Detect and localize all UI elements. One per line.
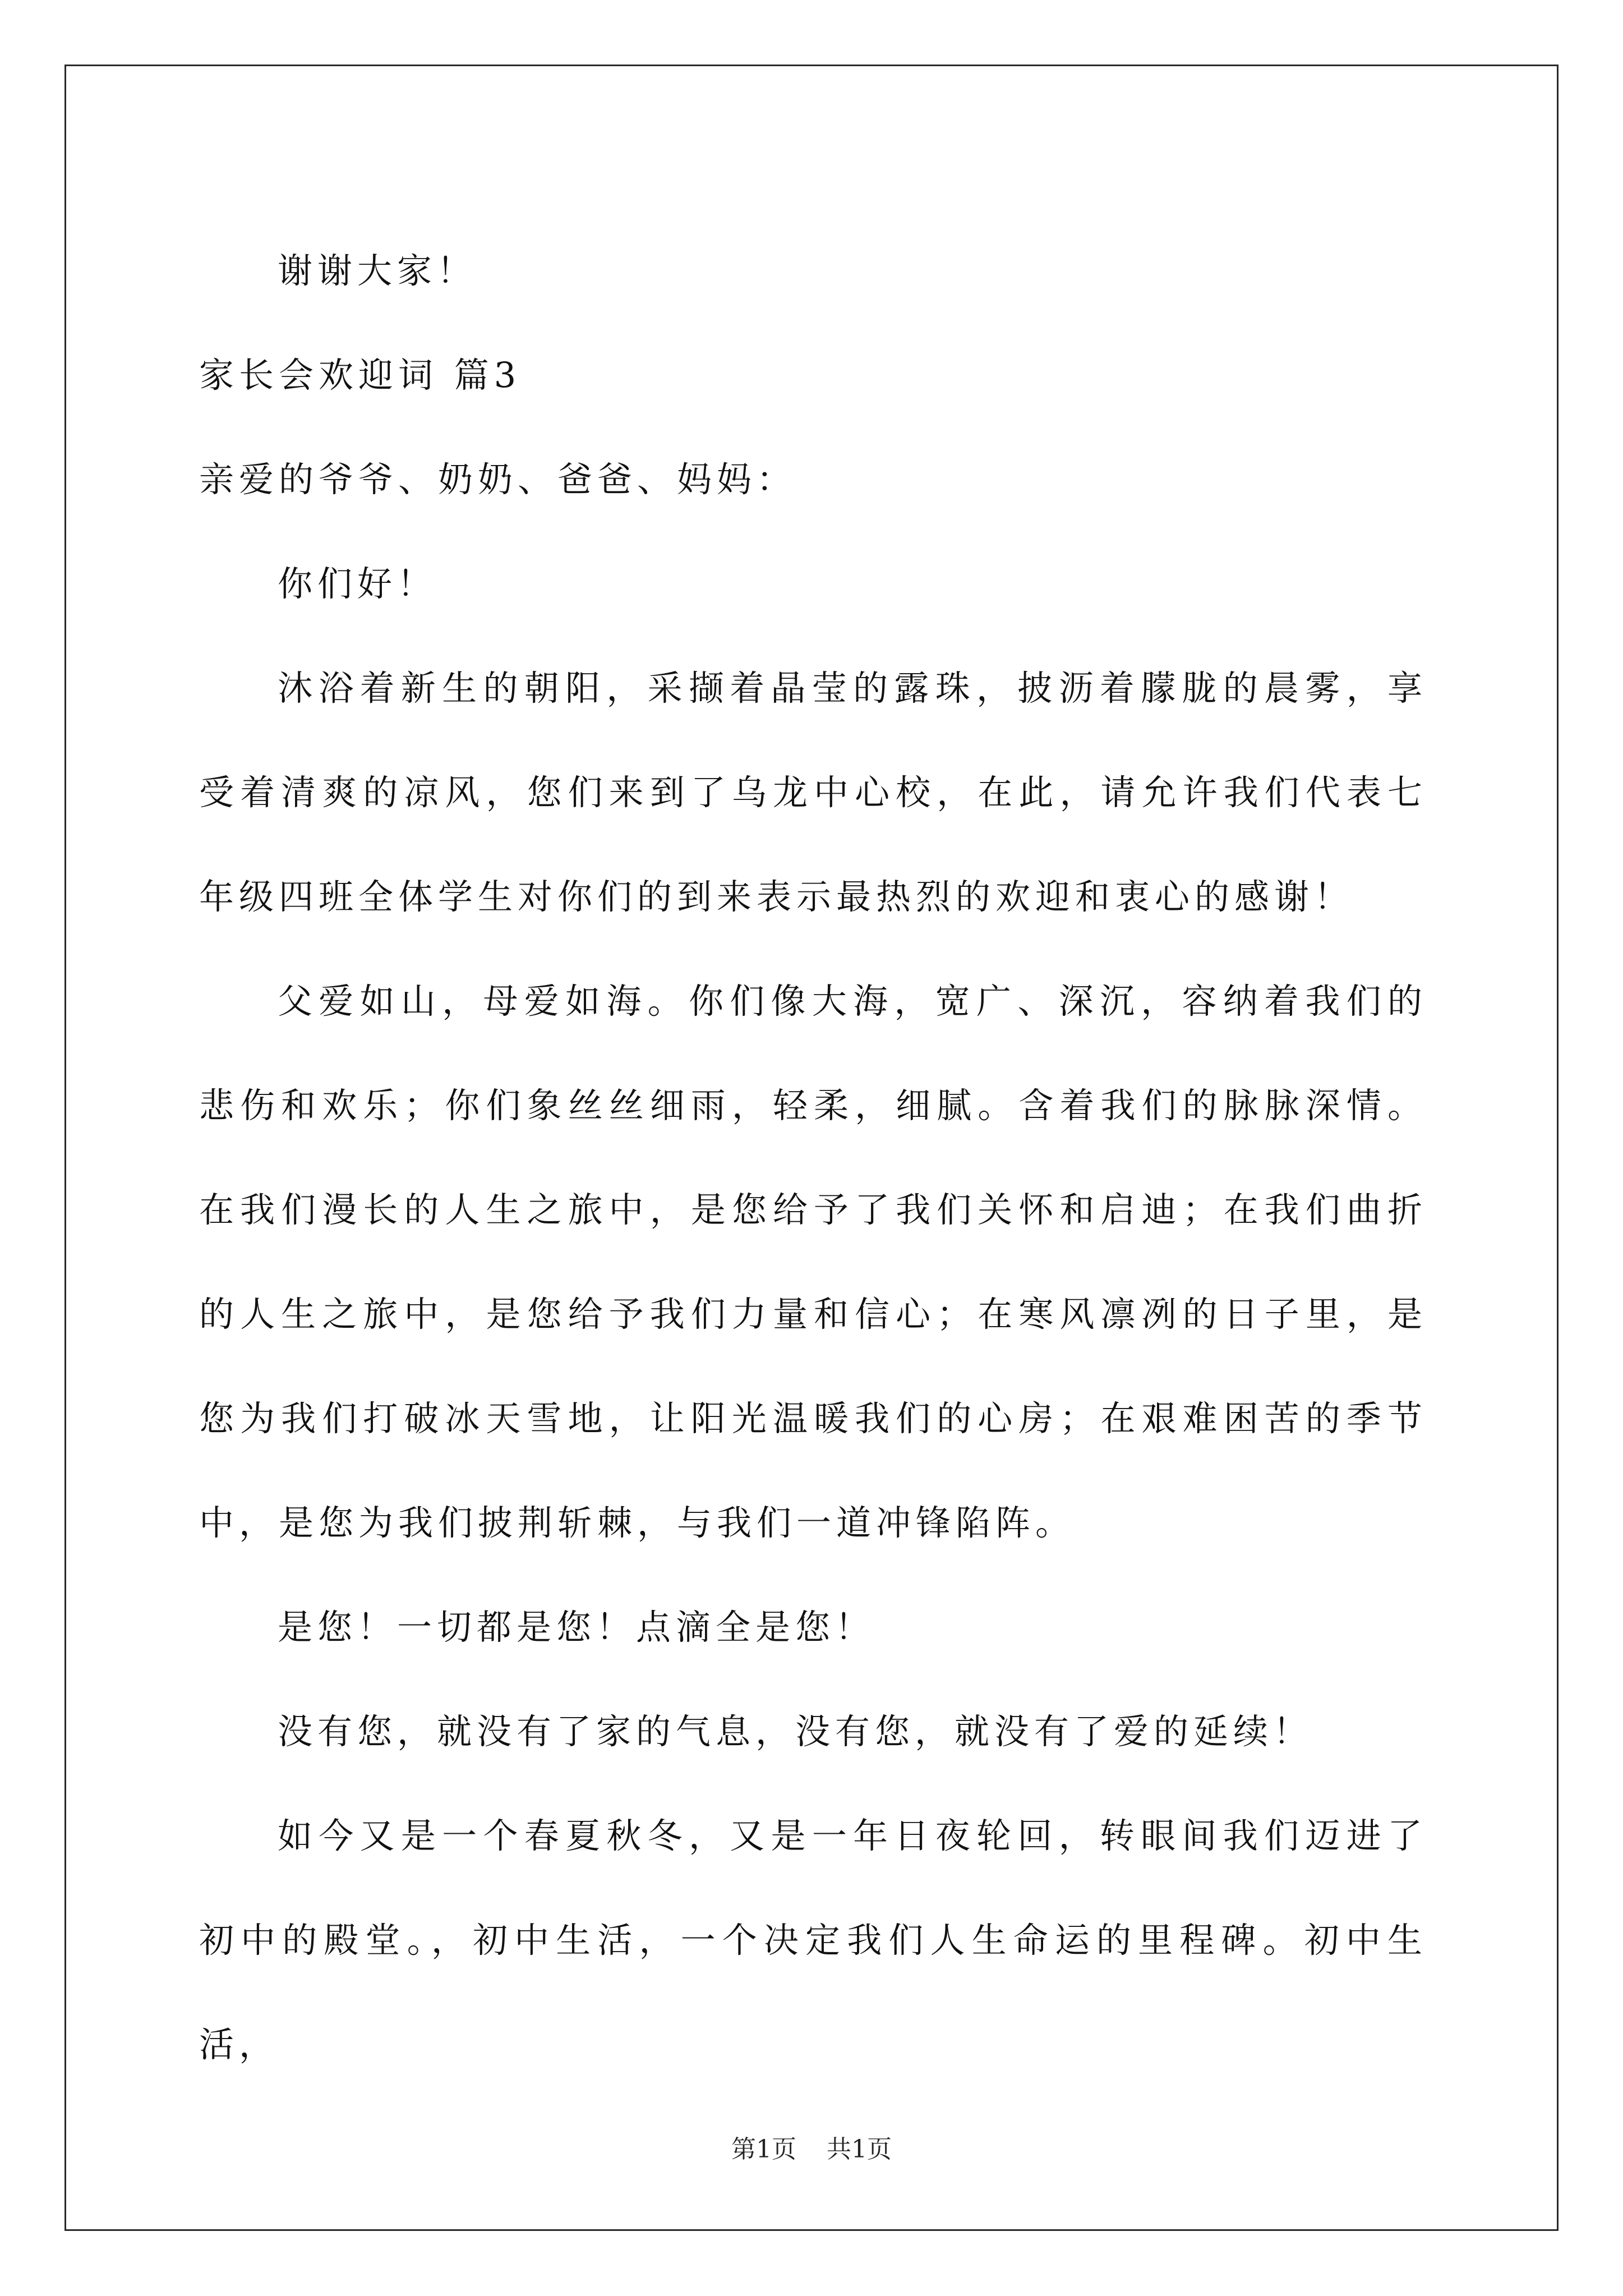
paragraph-parental-love: 父爱如山，母爱如海。你们像大海，宽广、深沉，容纳着我们的悲伤和欢乐；你们象丝丝细雨，轻柔，细腻。含着我们的脉脉深情。在我们漫长的人生之旅中，是您给予了我们关怀和启迪；在我们曲折的人生之旅中，是您给予我们力量和信心；在寒风凛冽的日子里，是您为我们打破冰天雪地，让阳光温暖我们的心房；在艰难困苦的季节中，是您为我们披荆斩棘，与我们一道冲锋陷阵。 [199, 981, 1427, 1543]
section-heading: 家长会欢迎词 篇3 [199, 355, 522, 395]
document-body [199, 219, 1427, 2097]
salutation: 亲爱的爷爷、奶奶、爸爸、妈妈： [199, 459, 797, 500]
greeting: 你们好！ [278, 563, 437, 604]
paragraph-without-you: 没有您，就没有了家的气息，没有您，就没有了爱的延续！ [278, 1711, 1313, 1752]
paragraph-junior-high: 如今又是一个春夏秋冬，又是一年日夜轮回，转眼间我们迈进了初中的殿堂。，初中生活，一个决定我们人生命运的里程碑。初中生活， [199, 1815, 1427, 2065]
paragraph-it-is-you: 是您！一切都是您！点滴全是您！ [278, 1607, 875, 1648]
closing-thanks: 谢谢大家！ [278, 250, 477, 291]
paragraph-welcome: 沐浴着新生的朝阳，采撷着晶莹的露珠，披沥着朦胧的晨雾，享受着清爽的凉风，您们来到了乌龙中心校，在此，请允许我们代表七年级四班全体学生对你们的到来表示最热烈的欢迎和衷心的感谢！ [199, 668, 1427, 917]
page-number: 第1页 [731, 2135, 796, 2164]
page-total: 共1页 [827, 2135, 892, 2164]
page-footer [0, 2129, 1623, 2165]
